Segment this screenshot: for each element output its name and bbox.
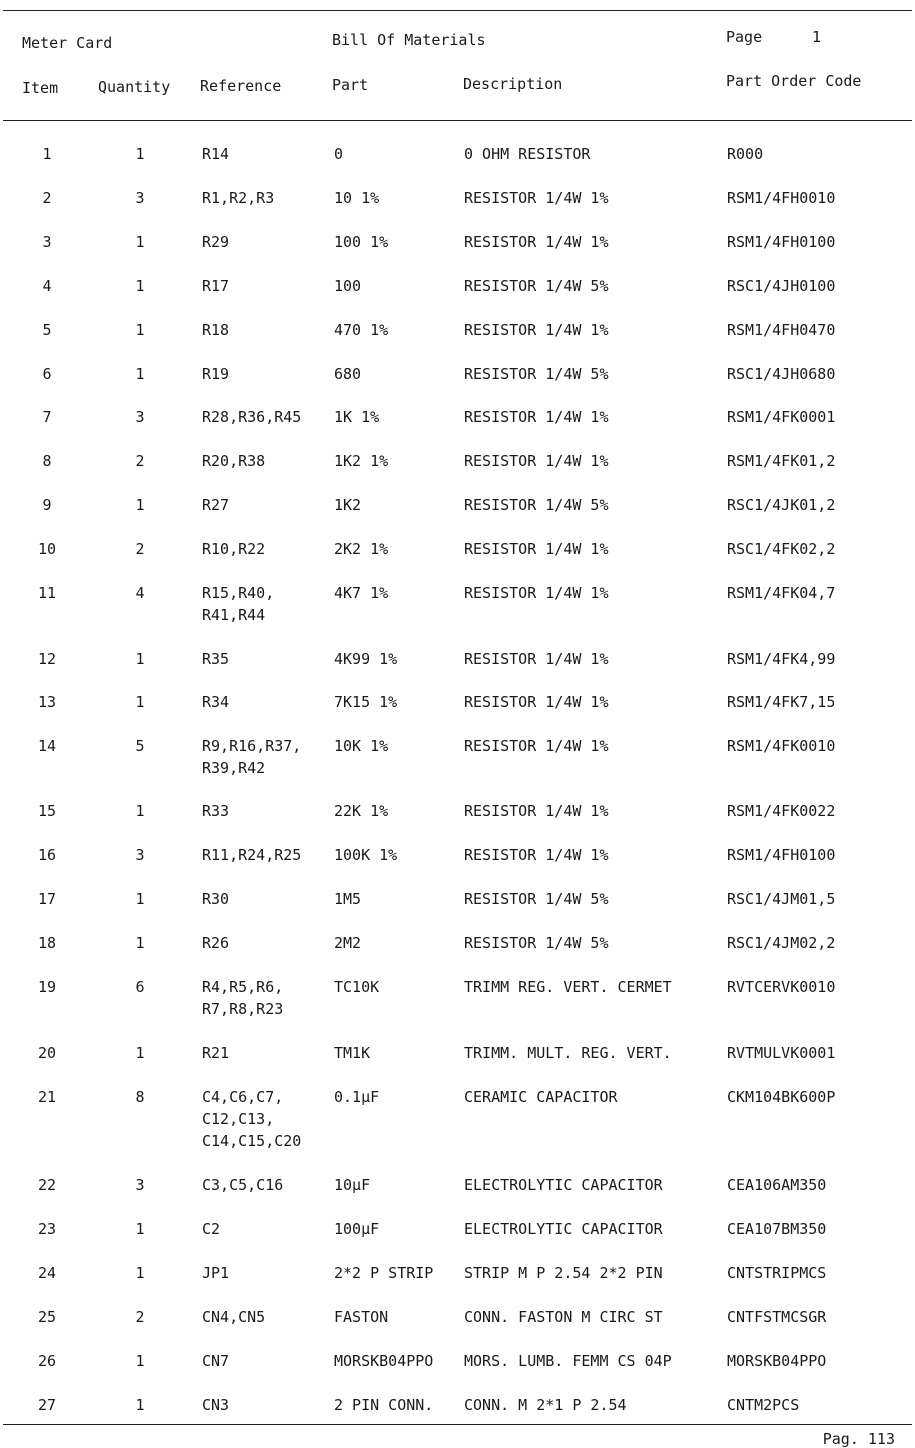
cell-desc: RESISTOR 1/4W 1% <box>464 650 609 668</box>
column-header-description: Description <box>463 75 563 93</box>
cell-qty: 1 <box>135 802 145 820</box>
cell-qty: 2 <box>135 540 145 558</box>
cell-code: RSC1/4FK02,2 <box>727 540 836 558</box>
cell-desc: RESISTOR 1/4W 1% <box>464 321 609 339</box>
cell-part: 4K7 1% <box>334 584 389 602</box>
cell-item: 3 <box>42 233 52 251</box>
cell-ref: R26 <box>202 934 230 952</box>
card-title: Meter Card <box>22 34 113 52</box>
cell-code: RSM1/4FK7,15 <box>727 693 836 711</box>
cell-ref: R29 <box>202 233 230 251</box>
cell-code: RSC1/4JH0680 <box>727 365 836 383</box>
cell-qty: 6 <box>135 978 145 996</box>
cell-ref: R19 <box>202 365 230 383</box>
cell-part: FASTON <box>334 1308 389 1326</box>
cell-desc: ELECTROLYTIC CAPACITOR <box>464 1176 663 1194</box>
cell-part: MORSKB04PPO <box>334 1352 434 1370</box>
cell-desc: CONN. FASTON M CIRC ST <box>464 1308 663 1326</box>
cell-ref: CN4,CN5 <box>202 1308 266 1326</box>
cell-code: RVTMULVK0001 <box>727 1044 836 1062</box>
cell-ref: R15,R40, R41,R44 <box>202 584 275 624</box>
cell-item: 11 <box>37 584 57 602</box>
cell-code: CNTFSTMCSGR <box>727 1308 827 1326</box>
cell-code: CNTM2PCS <box>727 1396 800 1414</box>
cell-desc: RESISTOR 1/4W 1% <box>464 802 609 820</box>
cell-desc: CERAMIC CAPACITOR <box>464 1088 618 1106</box>
cell-code: RSM1/4FK0010 <box>727 737 836 755</box>
cell-item: 26 <box>37 1352 57 1370</box>
cell-ref: R17 <box>202 277 230 295</box>
cell-code: RSC1/4JM01,5 <box>727 890 836 908</box>
cell-item: 20 <box>37 1044 57 1062</box>
cell-ref: R11,R24,R25 <box>202 846 302 864</box>
cell-part: TC10K <box>334 978 380 996</box>
column-header-part-order-code: Part Order Code <box>726 72 862 90</box>
cell-code: CEA107BM350 <box>727 1220 827 1238</box>
cell-item: 16 <box>37 846 57 864</box>
cell-ref: R28,R36,R45 <box>202 408 302 426</box>
cell-desc: RESISTOR 1/4W 1% <box>464 189 609 207</box>
cell-desc: TRIMM. MULT. REG. VERT. <box>464 1044 672 1062</box>
cell-qty: 1 <box>135 890 145 908</box>
cell-qty: 3 <box>135 408 145 426</box>
cell-desc: RESISTOR 1/4W 1% <box>464 233 609 251</box>
cell-qty: 1 <box>135 1220 145 1238</box>
cell-code: RSM1/4FK01,2 <box>727 452 836 470</box>
cell-part: 470 1% <box>334 321 389 339</box>
cell-qty: 1 <box>135 1044 145 1062</box>
cell-part: 2 PIN CONN. <box>334 1396 434 1414</box>
cell-ref: R4,R5,R6, R7,R8,R23 <box>202 978 284 1018</box>
cell-part: 10µF <box>334 1176 371 1194</box>
cell-item: 10 <box>37 540 57 558</box>
cell-item: 27 <box>37 1396 57 1414</box>
cell-desc: RESISTOR 1/4W 1% <box>464 452 609 470</box>
cell-part: 10K 1% <box>334 737 389 755</box>
cell-qty: 8 <box>135 1088 145 1106</box>
cell-desc: RESISTOR 1/4W 5% <box>464 890 609 908</box>
cell-desc: 0 OHM RESISTOR <box>464 145 591 163</box>
cell-ref: CN7 <box>202 1352 230 1370</box>
cell-code: RSC1/4JK01,2 <box>727 496 836 514</box>
cell-code: MORSKB04PPO <box>727 1352 827 1370</box>
cell-item: 2 <box>42 189 52 207</box>
cell-code: CEA106AM350 <box>727 1176 827 1194</box>
cell-qty: 1 <box>135 1352 145 1370</box>
cell-desc: STRIP M P 2.54 2*2 PIN <box>464 1264 663 1282</box>
column-header-part: Part <box>332 76 369 94</box>
cell-ref: C2 <box>202 1220 221 1238</box>
cell-code: RSM1/4FK0001 <box>727 408 836 426</box>
cell-qty: 2 <box>135 452 145 470</box>
cell-part: 7K15 1% <box>334 693 398 711</box>
cell-desc: TRIMM REG. VERT. CERMET <box>464 978 672 996</box>
cell-qty: 1 <box>135 233 145 251</box>
cell-ref: JP1 <box>202 1264 230 1282</box>
cell-ref: R34 <box>202 693 230 711</box>
cell-ref: R9,R16,R37, R39,R42 <box>202 737 302 777</box>
cell-code: RSM1/4FK0022 <box>727 802 836 820</box>
cell-part: 680 <box>334 365 362 383</box>
cell-desc: RESISTOR 1/4W 5% <box>464 365 609 383</box>
cell-ref: R30 <box>202 890 230 908</box>
cell-part: 100µF <box>334 1220 380 1238</box>
cell-qty: 1 <box>135 934 145 952</box>
cell-part: 0 <box>334 145 344 163</box>
page-number: 1 <box>812 28 822 46</box>
cell-ref: C3,C5,C16 <box>202 1176 284 1194</box>
cell-part: 2K2 1% <box>334 540 389 558</box>
cell-item: 9 <box>42 496 52 514</box>
cell-item: 15 <box>37 802 57 820</box>
cell-qty: 1 <box>135 693 145 711</box>
cell-part: 0.1µF <box>334 1088 380 1106</box>
cell-item: 21 <box>37 1088 57 1106</box>
cell-code: RSC1/4JM02,2 <box>727 934 836 952</box>
cell-ref: R20,R38 <box>202 452 266 470</box>
cell-item: 7 <box>42 408 52 426</box>
cell-desc: RESISTOR 1/4W 1% <box>464 737 609 755</box>
cell-item: 1 <box>42 145 52 163</box>
cell-part: 2M2 <box>334 934 362 952</box>
cell-part: 1K 1% <box>334 408 380 426</box>
cell-item: 19 <box>37 978 57 996</box>
cell-qty: 1 <box>135 1264 145 1282</box>
cell-code: RSM1/4FH0100 <box>727 233 836 251</box>
cell-item: 6 <box>42 365 52 383</box>
cell-item: 25 <box>37 1308 57 1326</box>
cell-qty: 2 <box>135 1308 145 1326</box>
cell-item: 24 <box>37 1264 57 1282</box>
cell-part: 1K2 <box>334 496 362 514</box>
cell-desc: RESISTOR 1/4W 5% <box>464 934 609 952</box>
cell-qty: 1 <box>135 145 145 163</box>
cell-part: 10 1% <box>334 189 380 207</box>
cell-qty: 3 <box>135 846 145 864</box>
cell-ref: R27 <box>202 496 230 514</box>
column-header-reference: Reference <box>200 77 282 95</box>
cell-desc: MORS. LUMB. FEMM CS 04P <box>464 1352 672 1370</box>
cell-qty: 3 <box>135 189 145 207</box>
cell-qty: 4 <box>135 584 145 602</box>
cell-qty: 1 <box>135 365 145 383</box>
cell-desc: RESISTOR 1/4W 5% <box>464 277 609 295</box>
cell-code: CKM104BK600P <box>727 1088 836 1106</box>
cell-desc: CONN. M 2*1 P 2.54 <box>464 1396 627 1414</box>
cell-item: 17 <box>37 890 57 908</box>
cell-desc: RESISTOR 1/4W 1% <box>464 540 609 558</box>
cell-code: RSM1/4FH0470 <box>727 321 836 339</box>
column-header-quantity: Quantity <box>98 78 171 96</box>
cell-item: 13 <box>37 693 57 711</box>
top-rule <box>3 10 912 11</box>
cell-ref: CN3 <box>202 1396 230 1414</box>
cell-qty: 1 <box>135 1396 145 1414</box>
cell-desc: ELECTROLYTIC CAPACITOR <box>464 1220 663 1238</box>
cell-ref: R18 <box>202 321 230 339</box>
cell-item: 5 <box>42 321 52 339</box>
cell-qty: 1 <box>135 496 145 514</box>
document-title: Bill Of Materials <box>332 31 486 49</box>
cell-code: R000 <box>727 145 764 163</box>
column-header-item: Item <box>22 79 59 97</box>
cell-ref: R10,R22 <box>202 540 266 558</box>
page-label: Page <box>726 28 763 46</box>
cell-qty: 1 <box>135 321 145 339</box>
cell-part: 4K99 1% <box>334 650 398 668</box>
cell-ref: R1,R2,R3 <box>202 189 275 207</box>
cell-item: 14 <box>37 737 57 755</box>
cell-part: 22K 1% <box>334 802 389 820</box>
cell-ref: R33 <box>202 802 230 820</box>
cell-code: CNTSTRIPMCS <box>727 1264 827 1282</box>
cell-code: RSC1/4JH0100 <box>727 277 836 295</box>
cell-ref: R14 <box>202 145 230 163</box>
cell-part: 1M5 <box>334 890 362 908</box>
cell-item: 23 <box>37 1220 57 1238</box>
cell-code: RSM1/4FK04,7 <box>727 584 836 602</box>
cell-part: 2*2 P STRIP <box>334 1264 434 1282</box>
cell-desc: RESISTOR 1/4W 1% <box>464 408 609 426</box>
footer-page-number: Pag. 113 <box>822 1430 895 1448</box>
cell-desc: RESISTOR 1/4W 1% <box>464 584 609 602</box>
cell-desc: RESISTOR 1/4W 5% <box>464 496 609 514</box>
cell-item: 8 <box>42 452 52 470</box>
cell-ref: R35 <box>202 650 230 668</box>
cell-code: RSM1/4FH0010 <box>727 189 836 207</box>
cell-part: 100 <box>334 277 362 295</box>
cell-desc: RESISTOR 1/4W 1% <box>464 693 609 711</box>
cell-qty: 5 <box>135 737 145 755</box>
cell-qty: 3 <box>135 1176 145 1194</box>
cell-qty: 1 <box>135 650 145 668</box>
cell-qty: 1 <box>135 277 145 295</box>
bottom-rule <box>3 1424 912 1425</box>
cell-part: TM1K <box>334 1044 371 1062</box>
cell-part: 1K2 1% <box>334 452 389 470</box>
cell-code: RSM1/4FK4,99 <box>727 650 836 668</box>
cell-part: 100 1% <box>334 233 389 251</box>
cell-ref: C4,C6,C7, C12,C13, C14,C15,C20 <box>202 1088 302 1150</box>
header-rule <box>3 120 912 121</box>
cell-item: 4 <box>42 277 52 295</box>
cell-code: RVTCERVK0010 <box>727 978 836 996</box>
cell-code: RSM1/4FH0100 <box>727 846 836 864</box>
cell-item: 22 <box>37 1176 57 1194</box>
cell-item: 12 <box>37 650 57 668</box>
cell-desc: RESISTOR 1/4W 1% <box>464 846 609 864</box>
cell-item: 18 <box>37 934 57 952</box>
cell-part: 100K 1% <box>334 846 398 864</box>
cell-ref: R21 <box>202 1044 230 1062</box>
